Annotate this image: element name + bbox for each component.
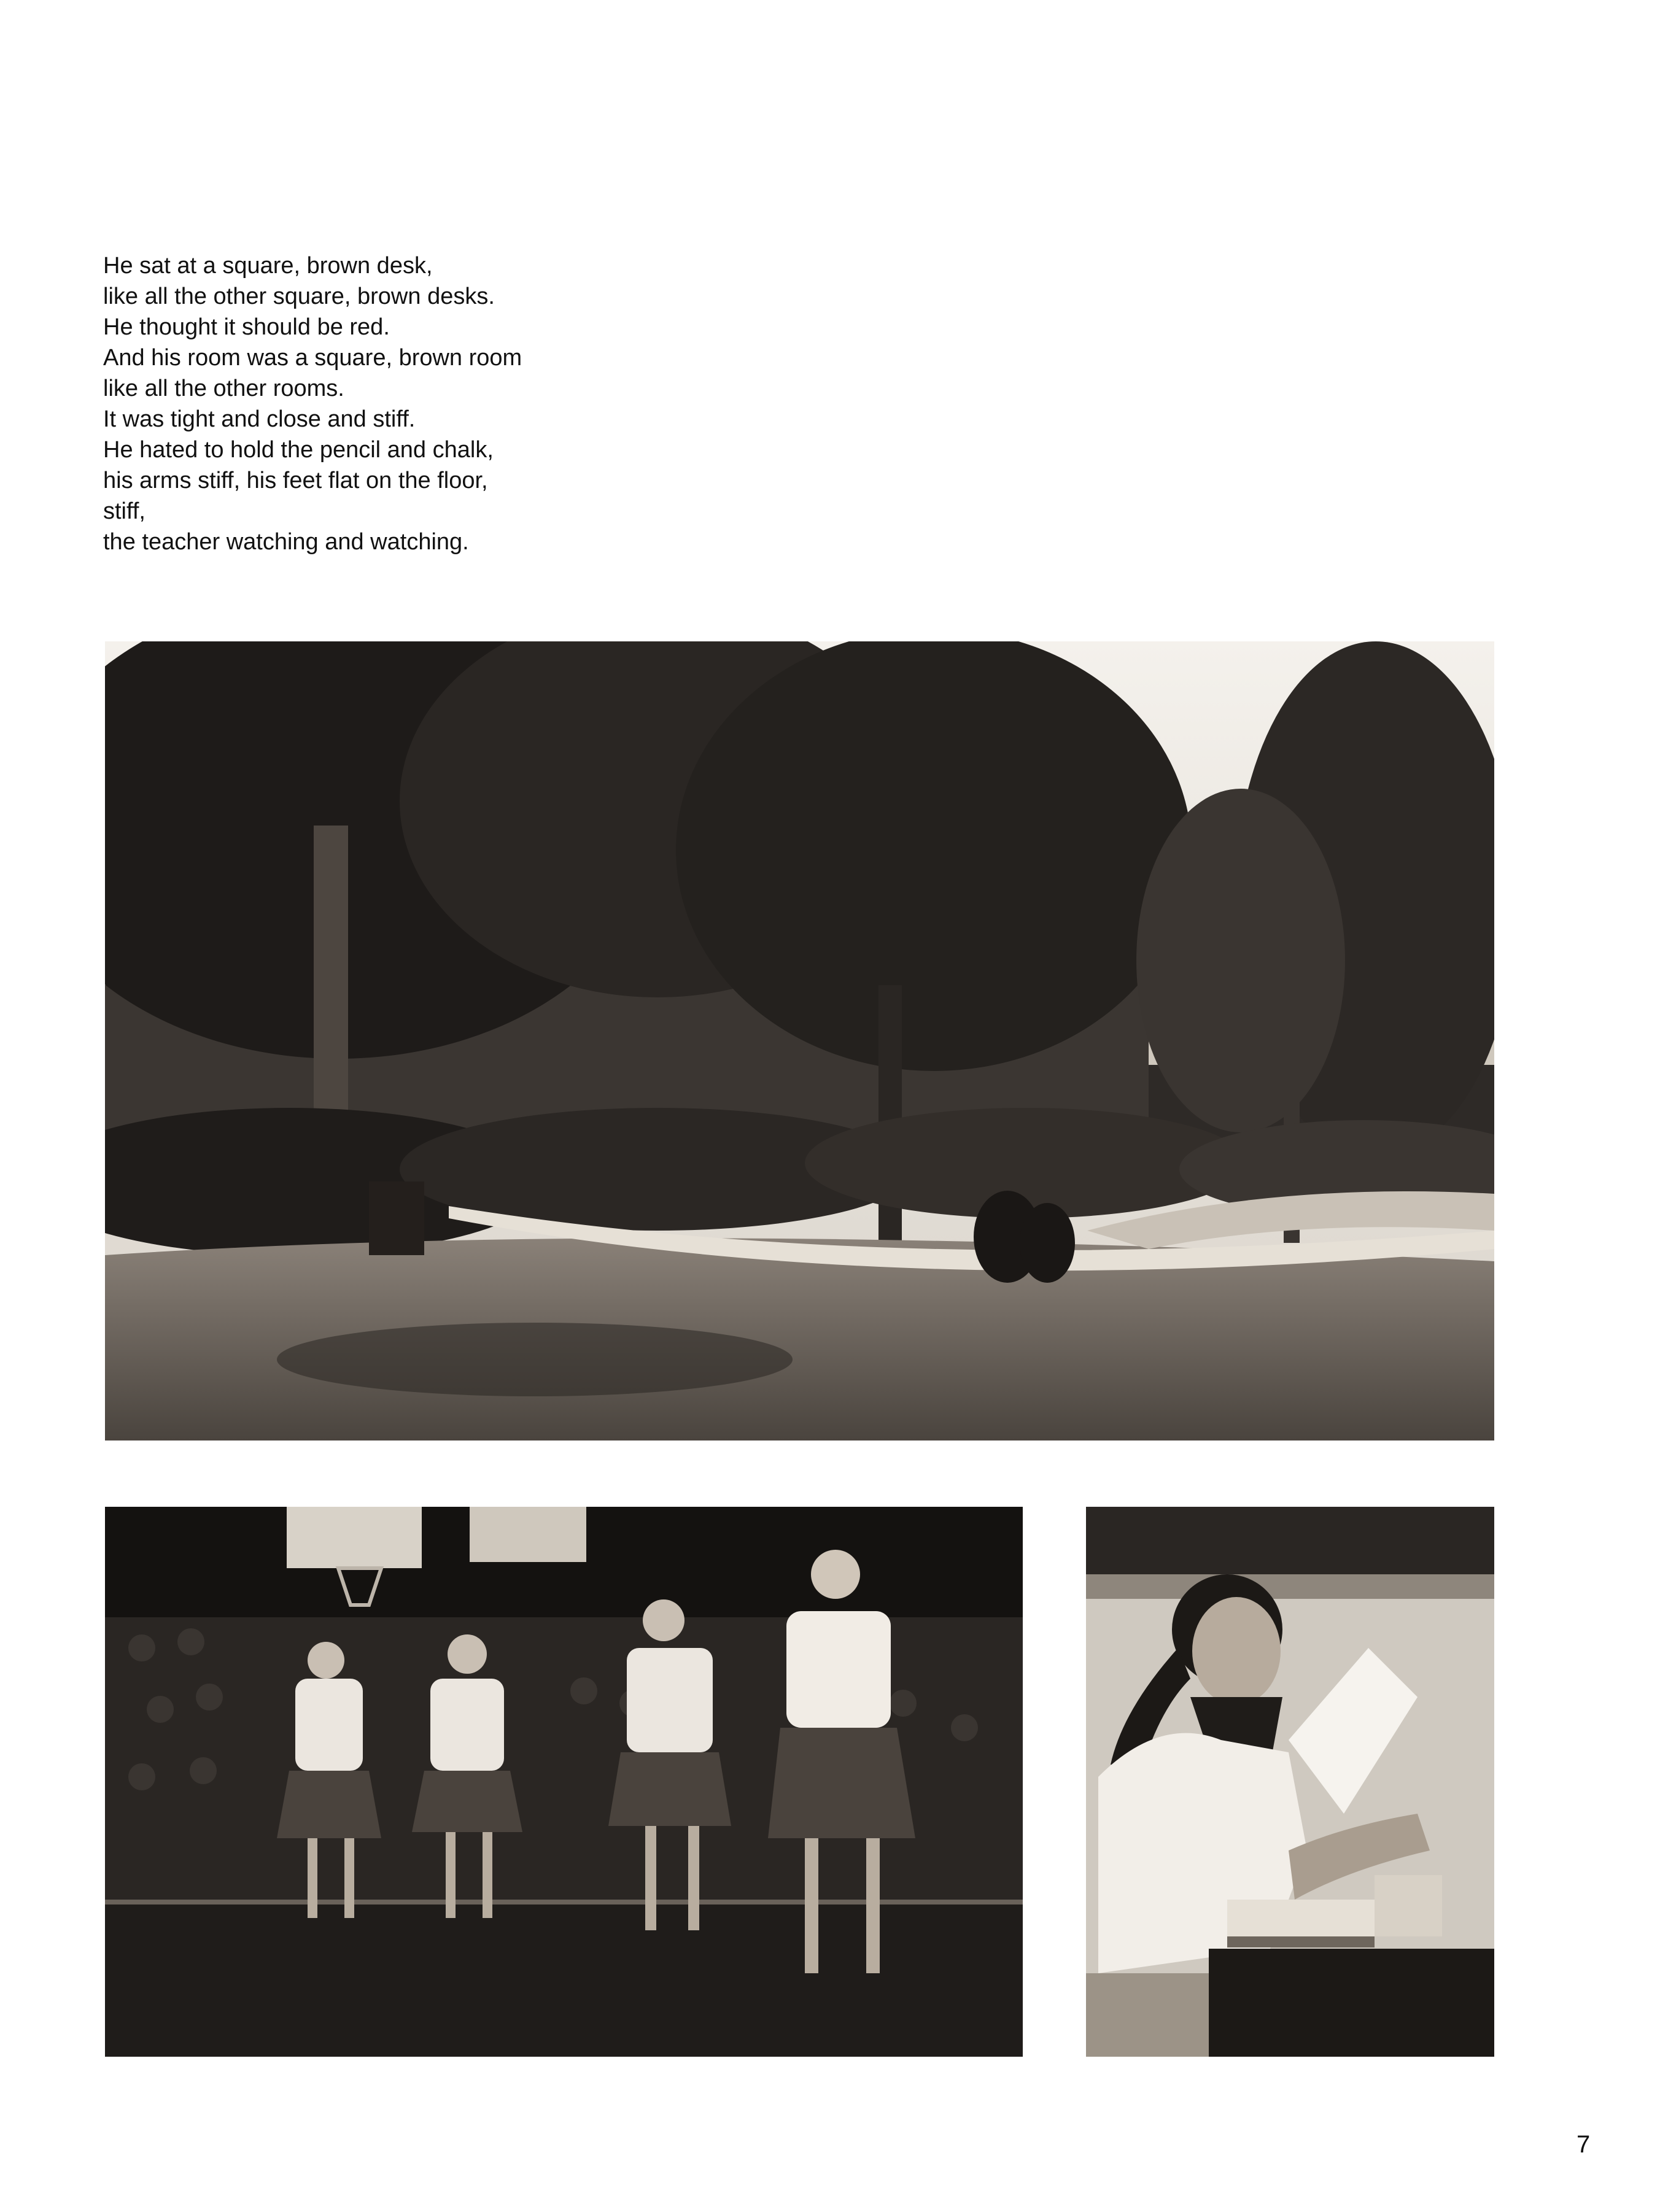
poem-line: He thought it should be red. xyxy=(103,314,390,340)
cheerleaders-photo xyxy=(105,1507,1023,2057)
student-photo-image xyxy=(1086,1507,1494,2057)
page-number: 7 xyxy=(1577,2131,1591,2158)
cheerleaders-photo-image xyxy=(105,1507,1023,2057)
poem-line: And his room was a square, brown room xyxy=(103,345,522,371)
campus-photo-image xyxy=(105,641,1494,1441)
poem-line: He hated to hold the pencil and chalk, xyxy=(103,437,494,463)
poem-line: stiff, xyxy=(103,498,145,524)
student-photo xyxy=(1086,1507,1494,2057)
poem-line: his arms stiff, his feet flat on the floor, xyxy=(103,468,488,493)
poem-line: like all the other square, brown desks. xyxy=(103,284,495,309)
poem-line: like all the other rooms. xyxy=(103,376,344,401)
poem-line: He sat at a square, brown desk, xyxy=(103,253,433,279)
poem-line: It was tight and close and stiff. xyxy=(103,406,416,432)
poem xyxy=(103,250,717,557)
poem-line: the teacher watching and watching. xyxy=(103,529,469,555)
campus-photo xyxy=(105,641,1494,1441)
